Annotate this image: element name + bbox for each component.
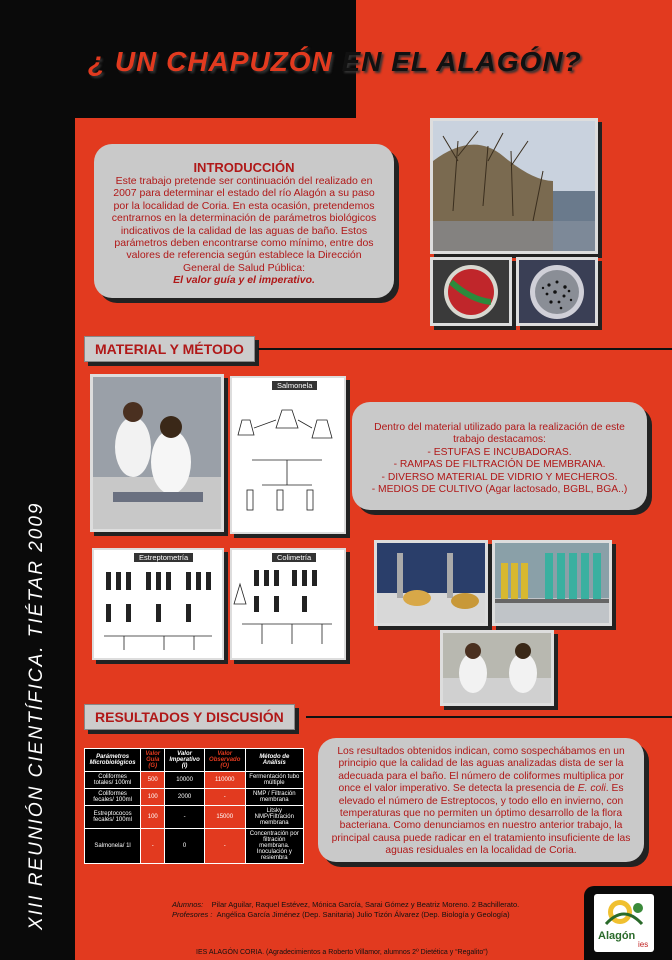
table-cell: - <box>204 789 245 806</box>
table-cell: 2000 <box>165 789 205 806</box>
table-cell: 500 <box>141 772 165 789</box>
table-cell: Litsky NMP/Filtración membrana <box>245 806 303 829</box>
results-heading: RESULTADOS Y DISCUSIÓN <box>84 704 295 730</box>
students-at-bench-photo <box>440 630 554 706</box>
table-cell: 10000 <box>165 772 205 789</box>
table-row <box>85 806 304 829</box>
salmonela-diagram-title: Salmonela <box>272 381 317 390</box>
col-header: Valor Observado (O) <box>204 749 245 772</box>
title-part-1: ¿ UN CHAPUZÓN <box>88 46 342 77</box>
material-heading: MATERIAL Y MÉTODO <box>84 336 255 362</box>
logo-subtext: ies <box>638 940 649 949</box>
filtration-ramp-photo <box>374 540 488 626</box>
table-cell: 15000 <box>204 806 245 829</box>
profesores-names: Angélica García Jiménez (Dep. Sanitaria) Julio Tizón Álvarez (Dep. Biología y Geología) <box>216 910 510 919</box>
poster-title <box>88 46 582 78</box>
material-item-1: - ESTUFAS E INCUBADORAS. <box>427 446 572 458</box>
alumnos-line <box>172 900 522 910</box>
results-table <box>84 748 304 864</box>
ecoli-term: E. coli <box>577 783 606 795</box>
col-header: Método de Análisis <box>245 749 303 772</box>
alumnos-label: Alumnos: <box>172 900 204 909</box>
results-box <box>318 738 644 862</box>
salmonela-diagram <box>230 376 346 534</box>
col-header: Parámetros Microbiológicos <box>85 749 141 772</box>
logo-frame <box>584 886 672 960</box>
side-event-text: XIII REUNIÓN CIENTÍFICA. TIÉTAR 2009 <box>26 501 47 930</box>
results-body-2: . Es elevado el número de Estreptocos, y todo ello en invierno, con temperaturas que no permiten un óptimo desarrollo de la flora bacteriana. Como denunciamos en nuestro anterior trabajo, la principal causa puede radicar en el tratamiento insuficiente de las aguas residuales en la localidad de Coria. <box>331 783 631 857</box>
table-cell: Concentración por filtración membrana. Inoculación y resiembra <box>245 829 303 864</box>
material-heading-rule <box>258 348 672 350</box>
col-header: Valor Guía (G) <box>141 749 165 772</box>
table-cell: Coliformes totales/ 100ml <box>85 772 141 789</box>
logo-emblem-icon <box>594 894 654 934</box>
results-body-1: Los resultados obtenidos indican, como sospechábamos en un principio que la calidad de las aguas analizadas dista de ser la adecuada para el baño. El número de coliformes multiplica por once el valor imperativo. Se detecta la presencia de <box>337 746 625 795</box>
black-colony-petri-dish-photo <box>516 257 598 326</box>
title-part-2: EN EL ALAGÓN? <box>341 46 582 77</box>
school-logo <box>594 894 654 952</box>
material-item-3: - DIVERSO MATERIAL DE VIDRIO Y MECHEROS. <box>381 471 618 483</box>
table-cell: 100 <box>141 789 165 806</box>
credits <box>172 900 522 920</box>
material-box <box>352 402 647 510</box>
table-cell: - <box>141 829 165 864</box>
red-petri-dish-photo <box>430 257 512 326</box>
colimetria-diagram <box>230 548 346 660</box>
profesores-line <box>172 910 522 920</box>
intro-box <box>94 144 394 298</box>
table-row <box>85 829 304 864</box>
intro-emphasis: El valor guía y el imperativo. <box>173 274 315 287</box>
results-body <box>318 746 644 858</box>
estreptometria-diagram <box>92 548 224 660</box>
logo-text: Alagón <box>598 930 636 942</box>
results-heading-rule <box>306 716 672 718</box>
table-cell: Estreptococos fecales/ 100ml <box>85 806 141 829</box>
table-cell: Fermentación tubo múltiple <box>245 772 303 789</box>
table-cell: Coliformes fecales/ 100ml <box>85 789 141 806</box>
table-cell: 110000 <box>204 772 245 789</box>
intro-heading: INTRODUCCIÓN <box>193 160 295 175</box>
alumnos-names: Pilar Aguilar, Raquel Estévez, Mónica García, Sarai Gómez y Beatriz Moreno. 2 Bachillerato. <box>211 900 520 909</box>
table-cell: - <box>204 829 245 864</box>
test-tubes-rack-photo <box>492 540 612 626</box>
material-item-2: - RAMPAS DE FILTRACIÓN DE MEMBRANA. <box>393 459 606 471</box>
table-cell: NMP / Filtración membrana <box>245 789 303 806</box>
material-item-4: - MEDIOS DE CULTIVO (Agar lactosado, BGBL, BGA..) <box>371 484 628 496</box>
table-header-row <box>85 749 304 772</box>
intro-body: Este trabajo pretende ser continuación del realizado en 2007 para determinar el estado del río Alagón a su paso por la localidad de Coria. En esta ocasión, pretendemos centrarnos en la determinación de parámetros biológicos indicativos de la calidad de las aguas de baño. Estos parámetros deben encontrarse como mínimo, entre dos valores de referencia según establece la Dirección General de Salud Pública: <box>111 175 377 274</box>
lab-students-photo <box>90 374 224 532</box>
table-row <box>85 789 304 806</box>
table-cell: 100 <box>141 806 165 829</box>
material-intro: Dentro del material utilizado para la realización de este trabajo destacamos: <box>374 422 625 446</box>
results-table-wrap <box>84 748 304 863</box>
school-credit: IES ALAGÓN CORIA. (Agradecimientos a Roberto Villamor, alumnos 2º Dietética y “Regalito”) <box>196 949 488 956</box>
table-row <box>85 772 304 789</box>
colimetria-diagram-title: Colimetría <box>272 553 316 562</box>
table-cell: Salmonela/ 1l <box>85 829 141 864</box>
table-cell: - <box>165 806 205 829</box>
river-photo <box>430 118 598 254</box>
estreptometria-diagram-title: Estreptometría <box>134 553 193 562</box>
table-cell: 0 <box>165 829 205 864</box>
col-header: Valor Imperativo (I) <box>165 749 205 772</box>
profesores-label: Profesores : <box>172 910 213 919</box>
